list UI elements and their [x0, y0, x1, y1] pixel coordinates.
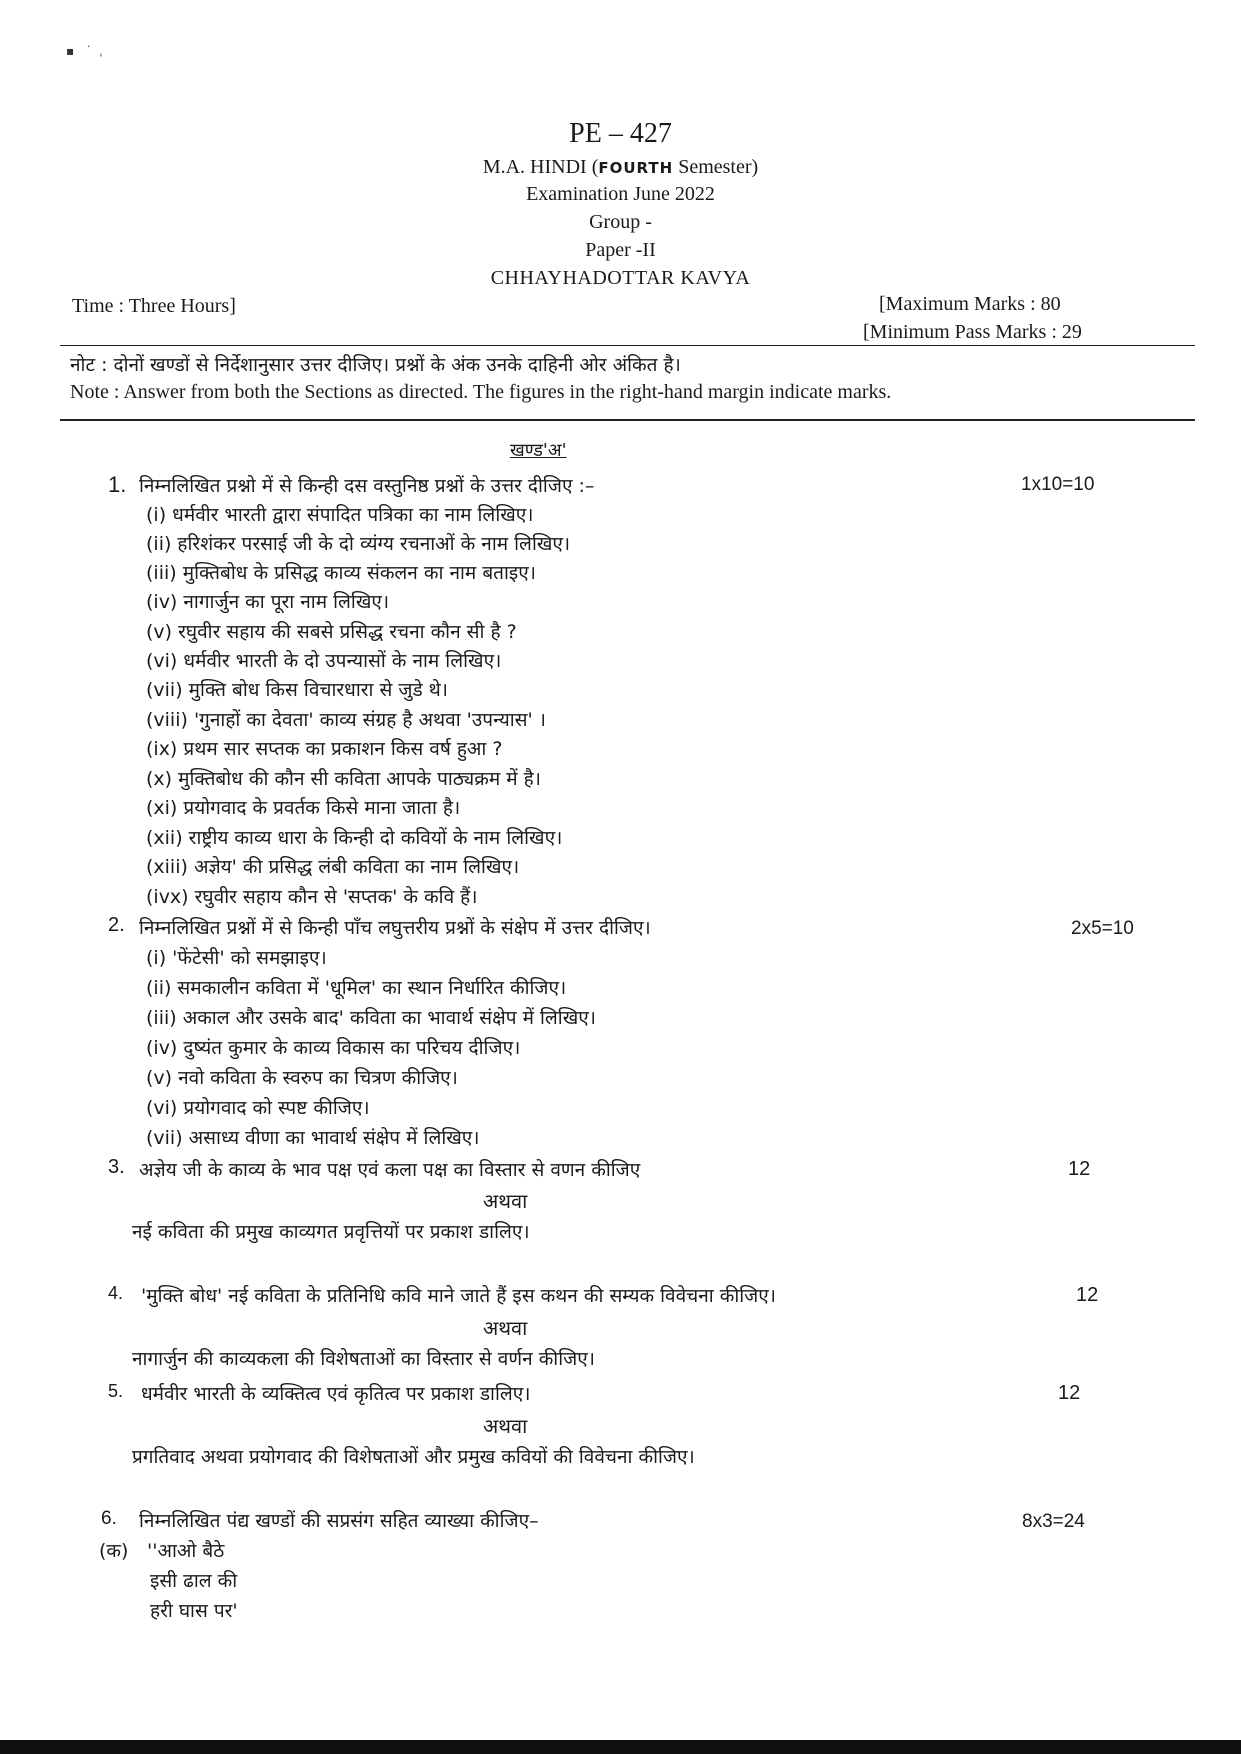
q2-number: 2.: [108, 914, 125, 936]
q2-text: निम्नलिखित प्रश्नों में से किन्ही पाँच लघुत्तरीय प्रश्नों के संक्षेप में उत्तर दीजिए।: [139, 917, 651, 939]
program-suffix: Semester): [673, 156, 759, 178]
q5-text: धर्मवीर भारती के व्यक्तित्व एवं कृतित्व पर प्रकाश डालिए।: [141, 1383, 531, 1405]
q1-item: (i) धर्मवीर भारती द्वारा संपादित पत्रिका का नाम लिखिए।: [146, 504, 534, 526]
q1-item: (v) रघुवीर सहाय की सबसे प्रसिद्ध रचना कौन सी है ?: [146, 621, 517, 643]
q1-item: (vii) मुक्ति बोध किस विचारधारा से जुडे थे।: [146, 679, 449, 701]
q2-item: (i) 'फेंटेसी' को समझाइए।: [146, 947, 327, 969]
paper-code: PE – 427: [569, 118, 672, 149]
q4-alternative: नागार्जुन की काव्यकला की विशेषताओं का विस्तार से वर्णन कीजिए।: [132, 1348, 595, 1370]
program-semester-handwritten: FOURTH: [598, 159, 674, 177]
scan-specks: ▪ ˙ ˌ: [66, 44, 103, 58]
q4-marks: 12: [1076, 1284, 1099, 1306]
q2-item: (vi) प्रयोगवाद को स्पष्ट कीजिए।: [146, 1097, 370, 1119]
q1-item: (ii) हरिशंकर परसाई जी के दो व्यंग्य रचनाओं के नाम लिखिए।: [146, 533, 571, 555]
q6-text: निम्नलिखित पंद्य खण्डों की सप्रसंग सहित व्याख्या कीजिए–: [139, 1510, 539, 1532]
q6-marks: 8x3=24: [1022, 1511, 1085, 1532]
q1-item: (iv) नागार्जुन का पूरा नाम लिखिए।: [146, 591, 390, 613]
q5-alternative: प्रगतिवाद अथवा प्रयोगवाद की विशेषताओं और प्रमुख कवियों की विवेचना कीजिए।: [132, 1446, 695, 1468]
header-divider: [60, 345, 1195, 346]
paper-line: Paper -II: [585, 239, 656, 261]
note-divider: [60, 419, 1195, 421]
or-label: अथवा: [483, 1414, 528, 1438]
max-marks: [Maximum Marks : 80: [879, 293, 1061, 315]
q2-item: (vii) असाध्य वीणा का भावार्थ संक्षेप में लिखिए।: [146, 1127, 480, 1149]
q2-item: (v) नवो कविता के स्वरुप का चित्रण कीजिए।: [146, 1067, 458, 1089]
q3-marks: 12: [1068, 1158, 1091, 1180]
or-label: अथवा: [483, 1316, 528, 1340]
poem-line: हरी घास पर': [150, 1600, 238, 1622]
q1-text: निम्नलिखित प्रश्नो में से किन्ही दस वस्तुनिष्ठ प्रश्नों के उत्तर दीजिए :–: [139, 475, 595, 497]
or-label: अथवा: [483, 1189, 528, 1213]
program-line: [0, 156, 1241, 179]
q1-item: (vi) धर्मवीर भारती के दो उपन्यासों के नाम लिखिए।: [146, 650, 502, 672]
q5-marks: 12: [1058, 1382, 1081, 1404]
q4-number: 4.: [108, 1283, 124, 1303]
q1-item: (iii) मुक्तिबोध के प्रसिद्ध काव्य संकलन का नाम बताइए।: [146, 562, 536, 584]
q1-item: (ivx) रघुवीर सहाय कौन से 'सप्तक' के कवि हैं।: [146, 886, 478, 908]
q3-number: 3.: [108, 1156, 125, 1178]
q6-part-label: (क): [99, 1540, 129, 1562]
min-marks: [Minimum Pass Marks : 29: [863, 321, 1082, 343]
subject-line: CHHAYHADOTTAR KAVYA: [490, 267, 751, 289]
poem-line: ''आओ बैठे: [147, 1540, 225, 1562]
scan-bottom-edge: [0, 1740, 1241, 1754]
q2-item: (iv) दुष्यंत कुमार के काव्य विकास का परिचय दीजिए।: [146, 1037, 521, 1059]
q5-number: 5.: [108, 1381, 124, 1401]
q3-text: अज्ञेय जी के काव्य के भाव पक्ष एवं कला पक्ष का विस्तार से वणन कीजिए: [139, 1159, 641, 1181]
q2-item: (iii) अकाल और उसके बाद' कविता का भावार्थ संक्षेप में लिखिए।: [146, 1007, 596, 1029]
q1-item: (ix) प्रथम सार सप्तक का प्रकाशन किस वर्ष हुआ ?: [146, 738, 503, 760]
q1-item: (xii) राष्ट्रीय काव्य धारा के किन्ही दो कवियों के नाम लिखिए।: [146, 827, 563, 849]
q3-alternative: नई कविता की प्रमुख काव्यगत प्रवृत्तियों पर प्रकाश डालिए।: [132, 1221, 530, 1243]
section-title: खण्ड'अ': [510, 440, 567, 461]
poem-line: इसी ढाल की: [150, 1570, 238, 1592]
q1-item: (viii) 'गुनाहों का देवता' काव्य संग्रह है अथवा 'उपन्यास' ।: [146, 709, 546, 731]
q1-item: (x) मुक्तिबोध की कौन सी कविता आपके पाठ्यक्रम में है।: [146, 768, 541, 790]
program-prefix: M.A. HINDI (: [482, 156, 599, 178]
q2-item: (ii) समकालीन कविता में 'धूमिल' का स्थान निर्धारित कीजिए।: [146, 977, 567, 999]
note-english: Note : Answer from both the Sections as directed. The figures in the right-hand margin indicate marks.: [70, 381, 892, 403]
note-hindi: नोट : दोनों खण्डों से निर्देशानुसार उत्तर दीजिए। प्रश्नों के अंक उनके दाहिनी ओर अंकित है।: [70, 354, 681, 376]
q1-item: (xiii) अज्ञेय' की प्रसिद्ध लंबी कविता का नाम लिखिए।: [146, 856, 520, 878]
q1-number: 1.: [108, 472, 127, 497]
q2-marks: 2x5=10: [1071, 918, 1134, 939]
q6-number: 6.: [101, 1508, 117, 1529]
q1-marks: 1x10=10: [1021, 474, 1095, 495]
q4-text: 'मुक्ति बोध' नई कविता के प्रतिनिधि कवि माने जाते हैं इस कथन की सम्यक विवेचना कीजिए।: [141, 1285, 776, 1307]
exam-line: Examination June 2022: [526, 183, 715, 205]
time-label: Time : Three Hours]: [72, 295, 236, 317]
group-line: Group -: [589, 211, 652, 233]
q1-item: (xi) प्रयोगवाद के प्रवर्तक किसे माना जाता है।: [146, 797, 461, 819]
